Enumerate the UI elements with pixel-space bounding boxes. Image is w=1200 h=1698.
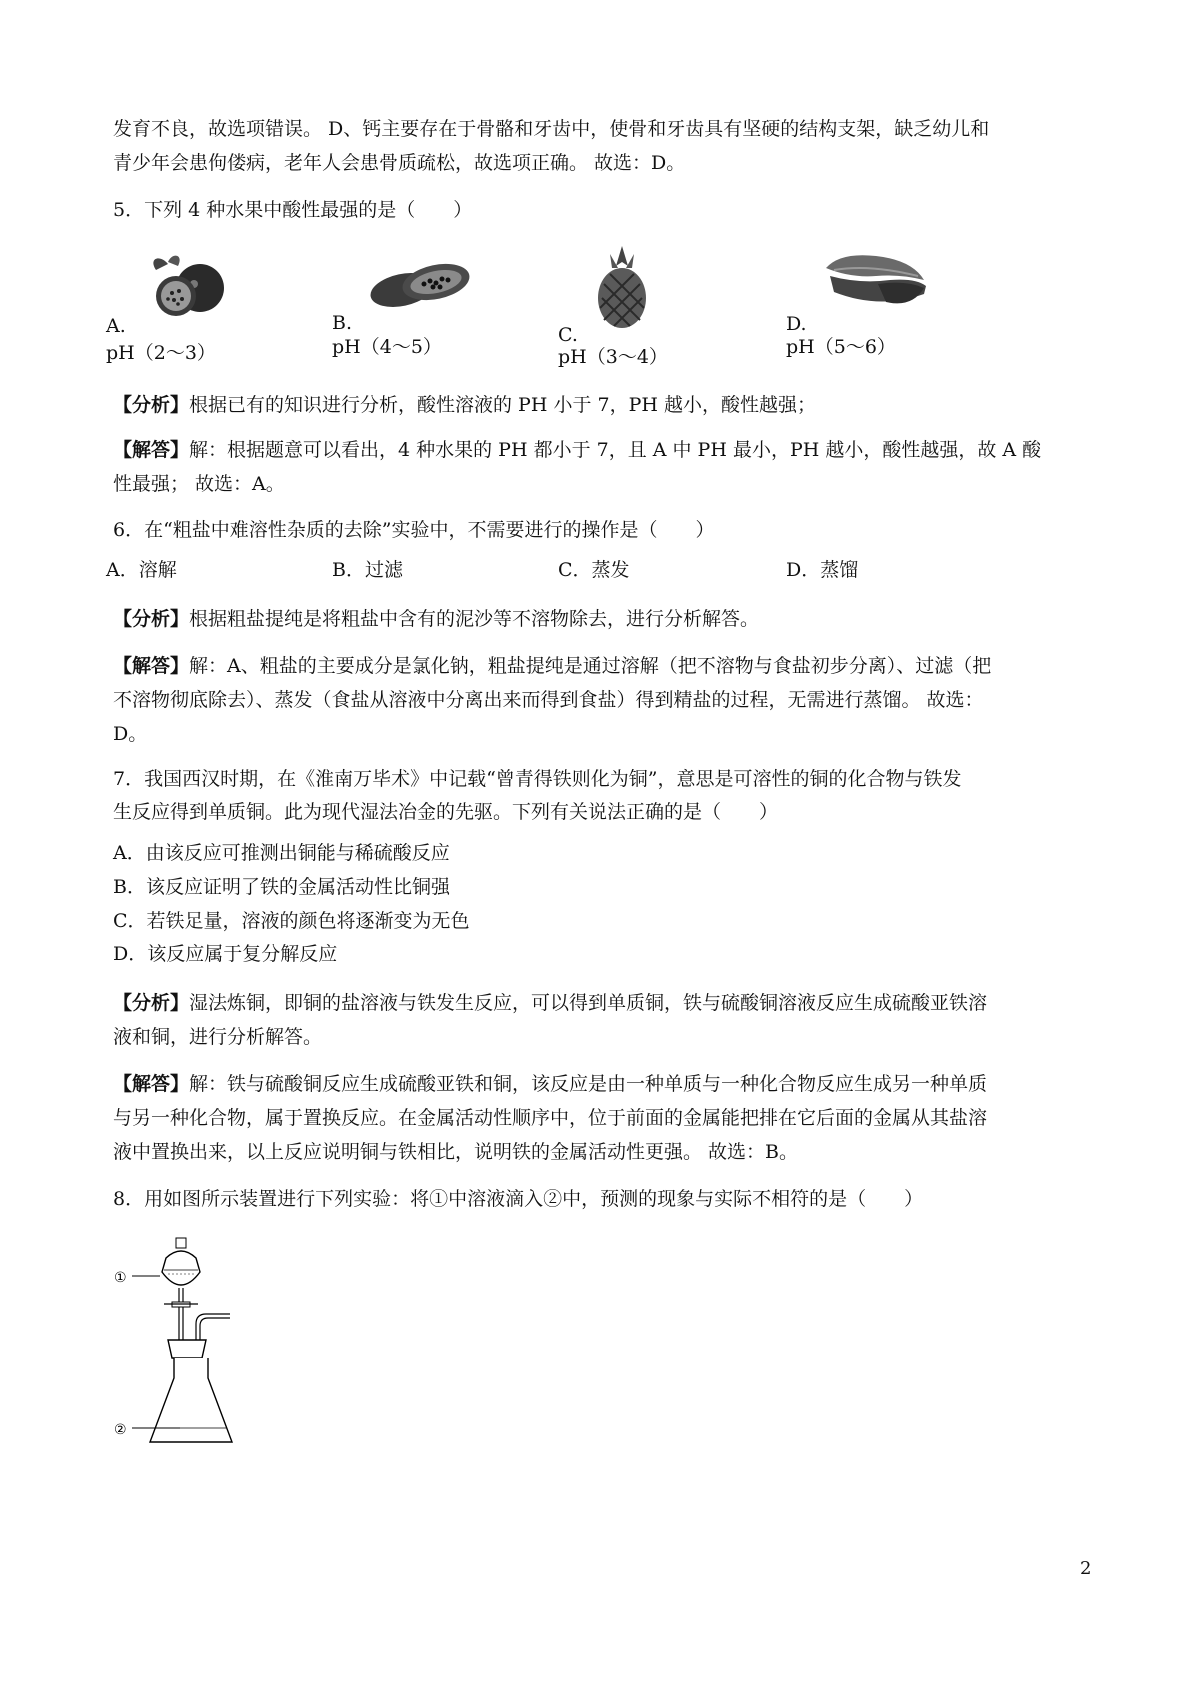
answer-tag: 【解答】 [113, 439, 190, 461]
text-line: 青少年会患佝偻病，老年人会患骨质疏松，故选项正确。 故选：D。 [113, 152, 686, 174]
option-b: B．过滤 [332, 559, 403, 581]
analysis-tag: 【分析】 [113, 394, 190, 416]
option-c: C．若铁足量，溶液的颜色将逐渐变为无色 [113, 910, 470, 932]
analysis-tag: 【分析】 [113, 992, 190, 1014]
apparatus-diagram [110, 1228, 250, 1460]
option-b: B．该反应证明了铁的金属活动性比铜强 [113, 876, 450, 898]
analysis-line [113, 606, 759, 632]
option-b-letter: B. [332, 312, 353, 334]
option-c-ph: pH（3～4） [558, 346, 668, 368]
passion-fruit-icon [138, 250, 230, 322]
answer-line: D。 [113, 723, 148, 745]
answer-text: 解：根据题意可以看出，4 种水果的 PH 都小于 7，且 A 中 PH 最小，PH 越小，酸性越强，故 A 酸 [189, 439, 1042, 461]
question-5-title: 5．下列 4 种水果中酸性最强的是（ ） [113, 199, 473, 221]
analysis-text: 湿法炼铜，即铜的盐溶液与铁发生反应，可以得到单质铜，铁与硫酸铜溶液反应生成硫酸亚铁溶 [189, 992, 988, 1014]
answer-line [113, 437, 1041, 463]
question-8-title: 8．用如图所示装置进行下列实验：将①中溶液滴入②中，预测的现象与实际不相符的是（ ） [113, 1188, 924, 1210]
pineapple-icon [590, 244, 654, 330]
answer-line [113, 653, 991, 679]
page-number: 2 [1080, 1558, 1092, 1579]
question-7-title: 生反应得到单质铜。此为现代湿法冶金的先驱。下列有关说法正确的是（ ） [113, 801, 779, 823]
option-c-letter: C. [558, 324, 578, 346]
question-7-title: 7．我国西汉时期，在《淮南万毕术》中记载“曾青得铁则化为铜”，意思是可溶性的铜的化合物与铁发 [113, 768, 962, 790]
analysis-line [113, 990, 987, 1016]
answer-line: 不溶物彻底除去）、蒸发（食盐从溶液中分离出来而得到食盐）得到精盐的过程，无需进行蒸馏。 故选： [113, 689, 984, 711]
answer-text: 解：铁与硫酸铜反应生成硫酸亚铁和铜，该反应是由一种单质与一种化合物反应生成另一种单质 [189, 1073, 988, 1095]
analysis-text: 根据粗盐提纯是将粗盐中含有的泥沙等不溶物除去，进行分析解答。 [189, 608, 760, 630]
option-d-letter: D. [786, 313, 807, 335]
answer-tag: 【解答】 [113, 655, 190, 677]
papaya-icon [366, 252, 474, 314]
question-6-title: 6．在“粗盐中难溶性杂质的去除”实验中，不需要进行的操作是（ ） [113, 519, 715, 541]
analysis-text: 根据已有的知识进行分析，酸性溶液的 PH 小于 7，PH 越小，酸性越强； [189, 394, 816, 416]
answer-line: 与另一种化合物，属于置换反应。在金属活动性顺序中，位于前面的金属能把排在它后面的金属从其盐溶 [113, 1107, 988, 1129]
answer-line [113, 1071, 987, 1097]
option-d: D．蒸馏 [786, 559, 859, 581]
text-line: 发育不良，故选项错误。 D、钙主要存在于骨骼和牙齿中，使骨和牙齿具有坚硬的结构支架，缺乏幼儿和 [113, 118, 990, 140]
analysis-line: 液和铜，进行分析解答。 [113, 1026, 323, 1048]
answer-line: 液中置换出来，以上反应说明铜与铁相比，说明铁的金属活动性更强。 故选：B。 [113, 1141, 799, 1163]
watermelon-icon [820, 250, 932, 312]
option-d: D．该反应属于复分解反应 [113, 943, 338, 965]
option-b-ph: pH（4～5） [332, 336, 442, 358]
answer-tag: 【解答】 [113, 1073, 190, 1095]
analysis-line [113, 392, 816, 418]
answer-text: 解：A、粗盐的主要成分是氯化钠，粗盐提纯是通过溶解（把不溶物与食盐初步分离）、过滤（把 [189, 655, 992, 677]
label-1: ① [114, 1270, 127, 1286]
label-2: ② [114, 1422, 127, 1438]
answer-line: 性最强； 故选：A。 [113, 473, 285, 495]
option-a-ph: pH（2～3） [106, 342, 216, 364]
option-c: C．蒸发 [558, 559, 630, 581]
analysis-tag: 【分析】 [113, 608, 190, 630]
option-d-ph: pH（5～6） [786, 336, 896, 358]
option-a: A．由该反应可推测出铜能与稀硫酸反应 [113, 842, 450, 864]
option-a-letter: A. [106, 315, 126, 337]
option-a: A．溶解 [106, 559, 177, 581]
